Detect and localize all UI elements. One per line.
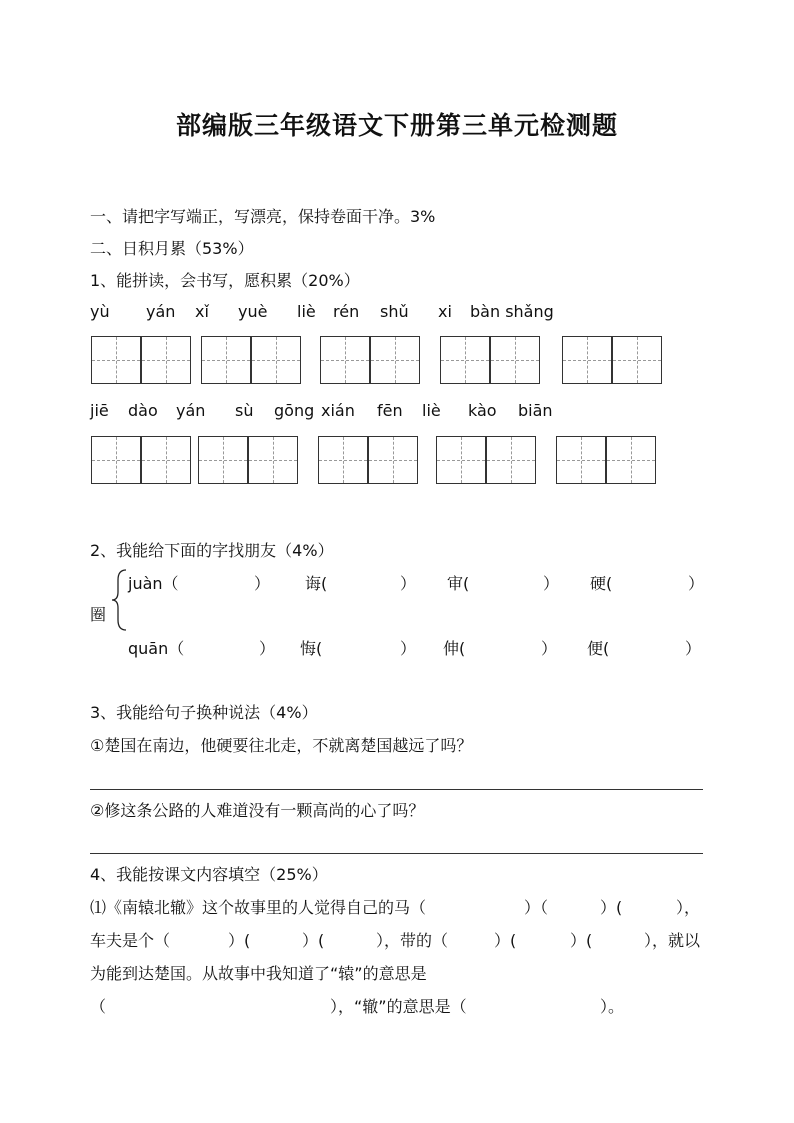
writing-box[interactable] (370, 336, 420, 384)
writing-box[interactable] (486, 436, 536, 484)
writing-box[interactable] (368, 436, 418, 484)
writing-box[interactable] (318, 436, 368, 484)
pinyin-word: xián (321, 401, 355, 420)
fill-text: ）( (302, 931, 325, 950)
fill-text: ⑴《南辕北辙》这个故事里的人觉得自己的马（ (90, 898, 427, 917)
writing-box[interactable] (320, 336, 370, 384)
writing-box[interactable] (562, 336, 612, 384)
sentence-2: ②修这条公路的人难道没有一颗高尚的心了吗？ (90, 801, 425, 820)
answer-line[interactable] (90, 789, 703, 790)
fill-text: ），带的（ (376, 931, 449, 950)
writing-box[interactable] (440, 336, 490, 384)
fill-text: ）（ (524, 898, 549, 917)
pinyin-word: xǐ (195, 302, 209, 321)
pinyin-word: rén (333, 302, 360, 321)
fill-text: ）， (676, 898, 701, 917)
blank-close: ） (541, 639, 558, 658)
fill-text: ）( (494, 931, 517, 950)
blank-close: ） (688, 574, 705, 593)
answer-line[interactable] (90, 853, 703, 854)
pinyin-word: biān (518, 401, 553, 420)
writing-box[interactable] (612, 336, 662, 384)
writing-box[interactable] (141, 436, 191, 484)
brace-icon (110, 568, 128, 632)
writing-box[interactable] (141, 336, 191, 384)
pinyin-word: fēn (377, 401, 403, 420)
pinyin-word: liè (422, 401, 441, 420)
blank-close: ） (543, 574, 560, 593)
blank-open: 硬( (590, 574, 613, 593)
pinyin-word: jiē (90, 401, 109, 420)
blank-open: 审( (447, 574, 470, 593)
section-1-heading: 一、请把字写端正，写漂亮，保持卷面干净。3% (90, 207, 436, 226)
pinyin-word: bàn shǎng (470, 302, 554, 321)
writing-box[interactable] (556, 436, 606, 484)
pinyin-word: liè (297, 302, 316, 321)
question-1-heading: 1、能拼读，会书写，愿积累（20%） (90, 271, 360, 290)
pinyin-word: yán (176, 401, 206, 420)
pinyin-word: yù (90, 302, 110, 321)
writing-box[interactable] (251, 336, 301, 384)
blank-open: 诲( (305, 574, 328, 593)
question-3-heading: 3、我能给句子换种说法（4%） (90, 703, 318, 722)
blank-close: ） (400, 639, 417, 658)
fill-text: 车夫是个（ (90, 931, 171, 950)
writing-box[interactable] (198, 436, 248, 484)
writing-box[interactable] (248, 436, 298, 484)
pinyin-word: shǔ (380, 302, 409, 321)
blank-close: ） (685, 639, 702, 658)
writing-box[interactable] (436, 436, 486, 484)
sentence-1: ①楚国在南边，他硬要往北走，不就离楚国越远了吗？ (90, 736, 473, 755)
section-2-heading: 二、日积月累（53%） (90, 239, 254, 258)
writing-box[interactable] (201, 336, 251, 384)
writing-box[interactable] (606, 436, 656, 484)
blank-close: ） (259, 639, 276, 658)
fill-text: 为能到达楚国。从故事中我知道了“辕”的意思是 (90, 964, 427, 983)
pinyin-word: xi (438, 302, 452, 321)
blank-close: ） (400, 574, 417, 593)
question-4-heading: 4、我能按课文内容填空（25%） (90, 865, 328, 884)
pinyin-word: yán (146, 302, 176, 321)
question-2-heading: 2、我能给下面的字找朋友（4%） (90, 541, 334, 560)
fill-text: ），“辙”的意思是（ (330, 997, 467, 1016)
blank-open: 伸( (443, 639, 466, 658)
pinyin-word: sù (235, 401, 254, 420)
pinyin-word: gōng (274, 401, 315, 420)
pinyin-word: kào (468, 401, 497, 420)
fill-text: ）( (600, 898, 623, 917)
pinyin-word: yuè (238, 302, 268, 321)
pinyin-word: dào (128, 401, 158, 420)
page-title: 部编版三年级语文下册第三单元检测题 (175, 111, 618, 140)
fill-text: ）( (228, 931, 251, 950)
writing-box[interactable] (490, 336, 540, 384)
fill-text: ），就以 (644, 931, 701, 950)
fill-text: ）( (570, 931, 593, 950)
quan-character: 圈 (90, 605, 107, 624)
writing-box[interactable] (91, 436, 141, 484)
blank-close: ） (254, 574, 271, 593)
blank-open: 悔( (300, 639, 323, 658)
fill-text: ）。 (600, 997, 625, 1016)
writing-box[interactable] (91, 336, 141, 384)
fill-text: （ (90, 997, 107, 1016)
blank-open: 便( (587, 639, 610, 658)
blank-open: quān（ (128, 639, 185, 658)
blank-open: juàn（ (128, 574, 179, 593)
